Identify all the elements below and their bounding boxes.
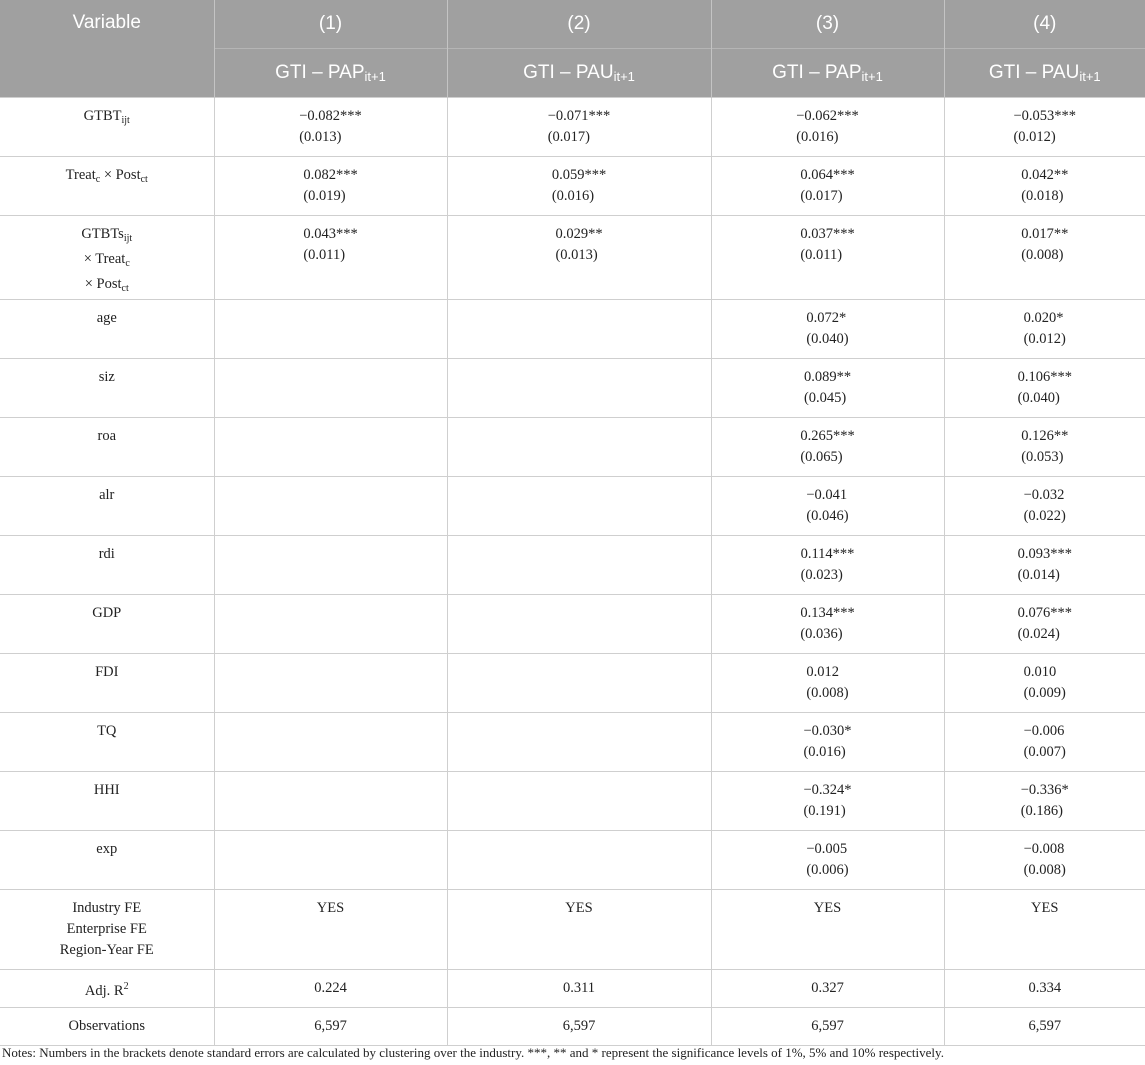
table-row [0, 216, 1145, 300]
cell: −0.071*** (0.017) [447, 98, 711, 157]
cell: −0.324* (0.191) [711, 772, 944, 831]
row-label-gtbt: $GTBT_{ijt}$ [0, 98, 214, 157]
cell: 0.017** (0.008) [944, 216, 1145, 300]
dep-var-2: GTI – $PAU_{it+1}$ [447, 49, 711, 98]
cell-empty [447, 300, 711, 359]
table-row [0, 772, 1145, 831]
cell: −0.062*** (0.016) [711, 98, 944, 157]
cell: −0.005 (0.006) [711, 831, 944, 890]
cell-empty [447, 595, 711, 654]
table-row [0, 654, 1145, 713]
cell: YES [944, 890, 1145, 970]
row-label-observations: Observations [0, 1008, 214, 1046]
cell: −0.336* (0.186) [944, 772, 1145, 831]
table-row [0, 300, 1145, 359]
cell: 0.311 [447, 970, 711, 1008]
table-row [0, 157, 1145, 216]
cell: 0.029** (0.013) [447, 216, 711, 300]
cell: 0.020* (0.012) [944, 300, 1145, 359]
cell: −0.041 (0.046) [711, 477, 944, 536]
table-row [0, 890, 1145, 970]
cell: 0.037*** (0.011) [711, 216, 944, 300]
cell-empty [447, 713, 711, 772]
cell-empty [447, 536, 711, 595]
table-row [0, 536, 1145, 595]
cell: −0.053*** (0.012) [944, 98, 1145, 157]
table-row [0, 477, 1145, 536]
cell: −0.082*** (0.013) [214, 98, 447, 157]
row-label-exp: exp [0, 831, 214, 890]
cell: 0.126** (0.053) [944, 418, 1145, 477]
cell-empty [447, 418, 711, 477]
table-notes: Notes: Numbers in the brackets denote standard errors are calculated by clustering over the industry. ***, ** and * represent the significance levels of 1%, 5% and 10% respectively. [2, 1045, 944, 1060]
cell: YES [711, 890, 944, 970]
table-row [0, 713, 1145, 772]
cell: 6,597 [214, 1008, 447, 1046]
cell: 0.042** (0.018) [944, 157, 1145, 216]
row-label-fdi: FDI [0, 654, 214, 713]
table-row [0, 359, 1145, 418]
cell-empty [447, 772, 711, 831]
dep-var-4: GTI – $PAU_{it+1}$ [944, 49, 1145, 98]
table-header [0, 0, 1145, 98]
dep-var-3: GTI – $PAP_{it+1}$ [711, 49, 944, 98]
cell: 0.093*** (0.014) [944, 536, 1145, 595]
dep-var-1: GTI – $PAP_{it+1}$ [214, 49, 447, 98]
row-label-roa: roa [0, 418, 214, 477]
cell: 0.082*** (0.019) [214, 157, 447, 216]
col-number-2: (2) [447, 0, 711, 49]
cell-empty [214, 654, 447, 713]
row-label-alr: alr [0, 477, 214, 536]
table-row [0, 595, 1145, 654]
cell: 0.265*** (0.065) [711, 418, 944, 477]
cell-empty [214, 713, 447, 772]
table-row [0, 1008, 1145, 1046]
table-row [0, 970, 1145, 1008]
row-label-treat-post: Treat$_c$ × Post$_{ct}$ [0, 157, 214, 216]
cell: 0.089** (0.045) [711, 359, 944, 418]
row-label-rdi: rdi [0, 536, 214, 595]
variable-header: Variable [0, 0, 214, 98]
cell: YES [214, 890, 447, 970]
cell-empty [214, 477, 447, 536]
cell-empty [214, 359, 447, 418]
cell: 0.134*** (0.036) [711, 595, 944, 654]
row-label-age: age [0, 300, 214, 359]
cell-empty [447, 359, 711, 418]
cell: 0.072* (0.040) [711, 300, 944, 359]
cell: 0.224 [214, 970, 447, 1008]
cell-empty [447, 654, 711, 713]
cell: 0.076*** (0.024) [944, 595, 1145, 654]
cell: −0.008 (0.008) [944, 831, 1145, 890]
row-label-siz: siz [0, 359, 214, 418]
row-label-gdp: GDP [0, 595, 214, 654]
cell: 0.106*** (0.040) [944, 359, 1145, 418]
col-number-4: (4) [944, 0, 1145, 49]
cell: 0.064*** (0.017) [711, 157, 944, 216]
cell: 0.059*** (0.016) [447, 157, 711, 216]
row-label-adj-r2: Adj. $R^2$ [0, 970, 214, 1008]
cell-empty [447, 831, 711, 890]
cell-empty [214, 300, 447, 359]
table-row [0, 98, 1145, 157]
cell: −0.006 (0.007) [944, 713, 1145, 772]
cell: 6,597 [711, 1008, 944, 1046]
cell-empty [447, 477, 711, 536]
cell: 6,597 [944, 1008, 1145, 1046]
cell-empty [214, 418, 447, 477]
table-body [0, 98, 1145, 1046]
cell: 0.010 (0.009) [944, 654, 1145, 713]
table-row [0, 418, 1145, 477]
row-label-fixed-effects: Industry FE Enterprise FE Region-Year FE [0, 890, 214, 970]
cell: −0.030* (0.016) [711, 713, 944, 772]
cell-empty [214, 831, 447, 890]
col-number-3: (3) [711, 0, 944, 49]
cell: 0.043*** (0.011) [214, 216, 447, 300]
col-number-1: (1) [214, 0, 447, 49]
cell: 6,597 [447, 1008, 711, 1046]
row-label-tq: TQ [0, 713, 214, 772]
row-label-hhi: HHI [0, 772, 214, 831]
cell: 0.114*** (0.023) [711, 536, 944, 595]
cell-empty [214, 536, 447, 595]
cell: 0.327 [711, 970, 944, 1008]
cell: −0.032 (0.022) [944, 477, 1145, 536]
row-label-gtbts-treat-post: GTBTs$_{ijt}$ × Treat$_c$ × Post$_{ct}$ [0, 216, 214, 300]
cell: 0.012 (0.008) [711, 654, 944, 713]
cell-empty [214, 595, 447, 654]
table-row [0, 831, 1145, 890]
cell: YES [447, 890, 711, 970]
cell-empty [214, 772, 447, 831]
cell: 0.334 [944, 970, 1145, 1008]
